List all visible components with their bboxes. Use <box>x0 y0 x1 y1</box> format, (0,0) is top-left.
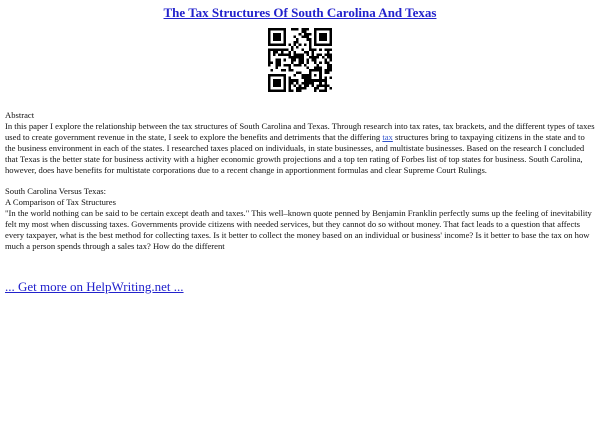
title-link[interactable]: The Tax Structures Of South Carolina And Texas <box>163 5 437 20</box>
body-paragraph: "In the world nothing can be said to be certain except death and taxes." This well–known quote penned by Benjamin Franklin perfectly sums up the feeling of inevitability felt my most when discussing taxes. Governments provide citizens with needed services, but they cannot do so without money. That fact leads to a question that affects every taxpayer, what is the best method for collecting taxes. Is it better to collect the money based on an individual or business' income? Is it better to base the tax on how much a person spends through a sales tax? How do the different <box>5 208 592 251</box>
tax-link[interactable]: tax <box>382 131 393 142</box>
page-title <box>0 5 600 21</box>
section-title: South Carolina Versus Texas: <box>5 186 107 197</box>
qr-code-icon <box>268 28 332 92</box>
abstract-paragraph <box>5 121 595 176</box>
abstract-text-end: structures bring to taxpaying citizens in the state and to the business environment in each of the states. I researched taxes placed on individuals, in state businesses, and multistate businesses. Based on the research I concluded that Texas is the better state for business activity with a higher economic growth projections and a top ten rating of Forbes list of top states for business. South Carolina, however, does have benefits for multistate corporations due to a recent change in apportionment formulas and clear Supreme Court Rulings. <box>5 131 585 175</box>
abstract-heading: Abstract <box>5 110 35 120</box>
paragraph-gap <box>5 175 595 186</box>
section-subtitle: A Comparison of Tax Structures <box>5 197 116 208</box>
document-body <box>5 110 595 252</box>
get-more-link[interactable]: ... Get more on HelpWriting.net ... <box>5 279 184 294</box>
abstract-text-start: In this paper I explore the relationship between the tax structures of South Carolina and Texas. Through research into tax rates, tax brackets, and the different types of taxes used to create government revenue in the state, I seek to explore the benefits and detriments that the differing <box>5 120 595 142</box>
more-link-container <box>5 279 184 294</box>
